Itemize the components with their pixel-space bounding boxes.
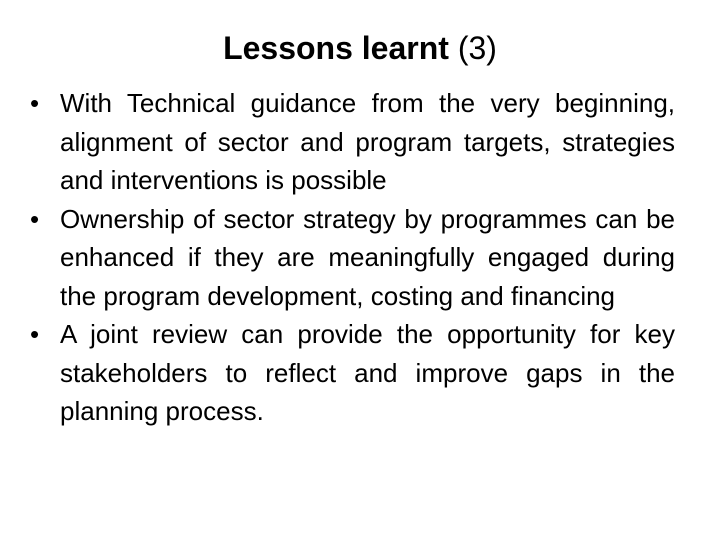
bullet-list (30, 84, 675, 431)
bullet-text: With Technical guidance from the very beginning, alignment of sector and program targets, strategies and interventions is possible (60, 88, 675, 195)
bullet-item (30, 315, 675, 431)
bullet-dot-icon: • (30, 203, 40, 234)
slide-title-main: Lessons learnt (223, 30, 449, 66)
bullet-item (30, 84, 675, 200)
bullet-dot-icon: • (30, 88, 40, 118)
bullet-item (30, 200, 675, 316)
bullet-dot-icon: • (30, 319, 40, 349)
slide-title (0, 24, 720, 72)
slide-title-suffix: (3) (457, 30, 497, 66)
bullet-text: Ownership of sector strategy by programmes can be enhanced if they are meaningfully engaged during the program development, costing and financing (60, 203, 675, 311)
bullet-text: A joint review can provide the opportunity for key stakeholders to reflect and improve gaps in the planning process. (60, 319, 675, 426)
